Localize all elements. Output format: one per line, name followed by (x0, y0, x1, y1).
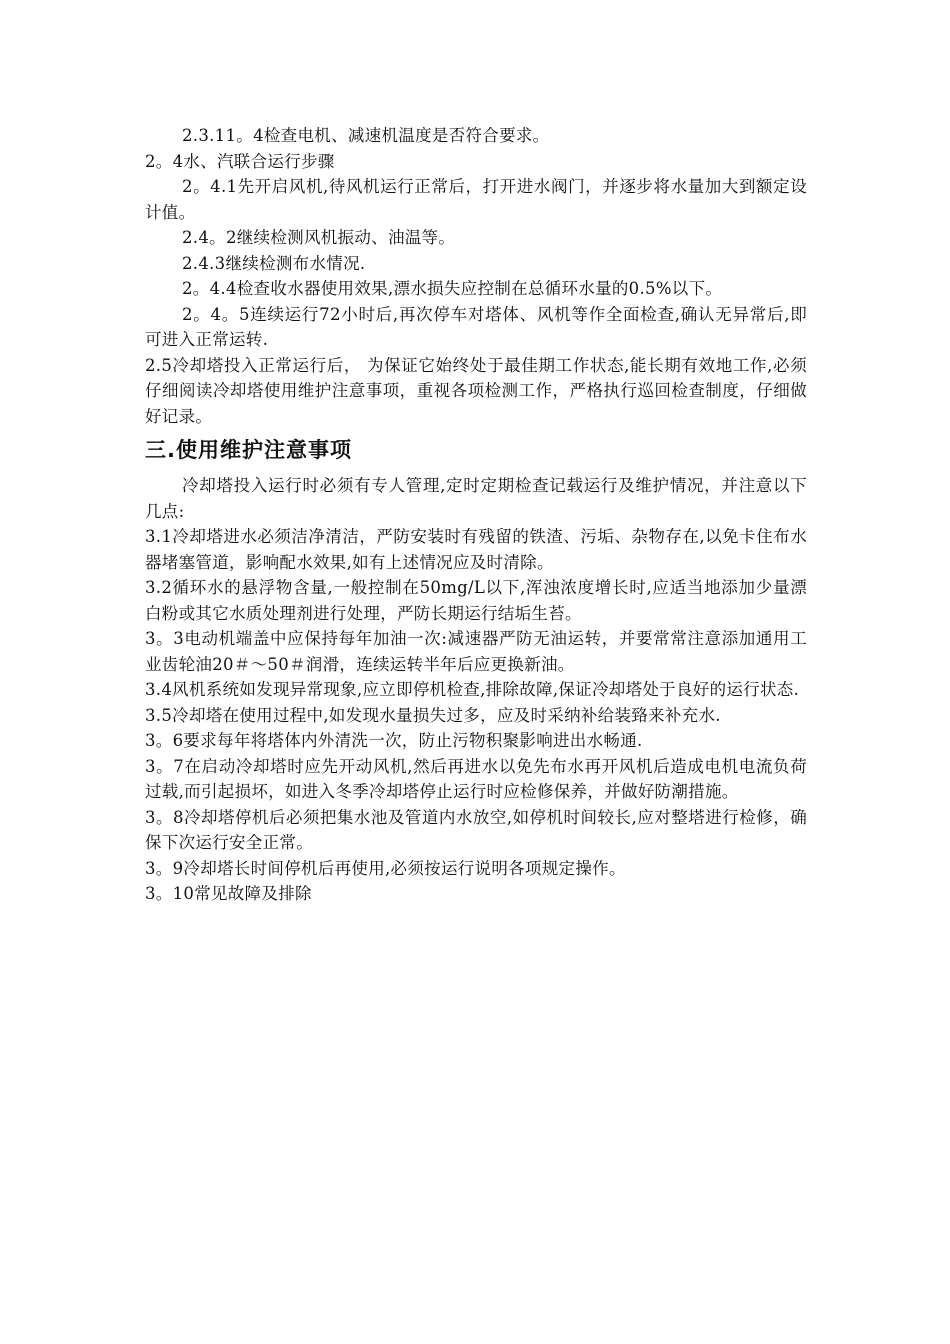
paragraph-2-5: 2.5冷却塔投入正常运行后， 为保证它始终处于最佳期工作状态,能长期有效地工作,必须仔细阅读冷却塔使用维护注意事项，重视各项检测工作，严格执行巡回检查制度，仔细做好记录。 (145, 355, 807, 426)
paragraph-2-4-5: 2。4。5连续运行72小时后,再次停车对塔体、风机等作全面检查,确认无异常后,即可进入正常运转. (145, 304, 807, 349)
paragraph-3-2: 3.2循环水的悬浮物含量,一般控制在50mg/L以下,浑浊浓度增长时,应适当地添加少量漂白粉或其它水质处理剂进行处理，严防长期运行结垢生苔。 (145, 578, 807, 623)
paragraph-2-3-11-4: 2.3.11。4检查电机、减速机温度是否符合要求。 (182, 126, 550, 145)
paragraph-2-4-4: 2。4.4检查收水器使用效果,漂水损失应控制在总循环水量的0.5%以下。 (182, 279, 723, 298)
paragraph-2-4: 2。4水、汽联合运行步骤 (145, 151, 335, 171)
paragraph-3-1: 3.1冷却塔进水必须洁净清洁，严防安装时有残留的铁渣、污垢、杂物存在,以免卡住布水器堵塞管道，影响配水效果,如有上述情况应及时清除。 (145, 527, 807, 572)
paragraph-3-6: 3。6要求每年将塔体内外清洗一次，防止污物积聚影响进出水畅通. (145, 731, 643, 750)
paragraph-3-5: 3.5冷却塔在使用过程中,如发现水量损失过多，应及时采纳补给装臵来补充水. (145, 705, 721, 725)
section-3-intro: 冷却塔投入运行时必须有专人管理,定时定期检查记载运行及维护情况，并注意以下几点: (145, 476, 807, 521)
paragraph-3-4: 3.4风机系统如发现异常现象,应立即停机检查,排除故障,保证冷却塔处于良好的运行状态. (145, 680, 800, 699)
paragraph-3-3: 3。3电动机端盖中应保持每年加油一次:减速器严防无油运转，并要常常注意添加通用工业齿轮油20＃～50＃润滑，连续运转半年后应更换新油。 (145, 629, 807, 674)
paragraph-2-4-3: 2.4.3继续检测布水情况. (182, 253, 366, 273)
paragraph-3-9: 3。9冷却塔长时间停机后再使用,必须按运行说明各项规定操作。 (145, 858, 626, 878)
document-page (145, 123, 807, 907)
paragraph-3-7: 3。7在启动冷却塔时应先开动风机,然后再进水以免先布水再开风机后造成电机电流负荷过载,而引起损坏，如进入冬季冷却塔停止运行时应检修保养，并做好防潮措施。 (145, 756, 807, 801)
paragraph-2-4-2: 2.4。2继续检测风机振动、油温等。 (182, 228, 456, 247)
paragraph-3-10: 3。10常见故障及排除 (145, 884, 312, 903)
paragraph-2-4-1: 2。4.1先开启风机,待风机运行正常后，打开进水阀门，并逐步将水量加大到额定设计值。 (145, 177, 807, 222)
paragraph-3-8: 3。8冷却塔停机后必须把集水池及管道内水放空,如停机时间较长,应对整塔进行检修，确保下次运行安全正常。 (145, 807, 807, 852)
section-3-heading: 三.使用维护注意事项 (145, 438, 352, 462)
